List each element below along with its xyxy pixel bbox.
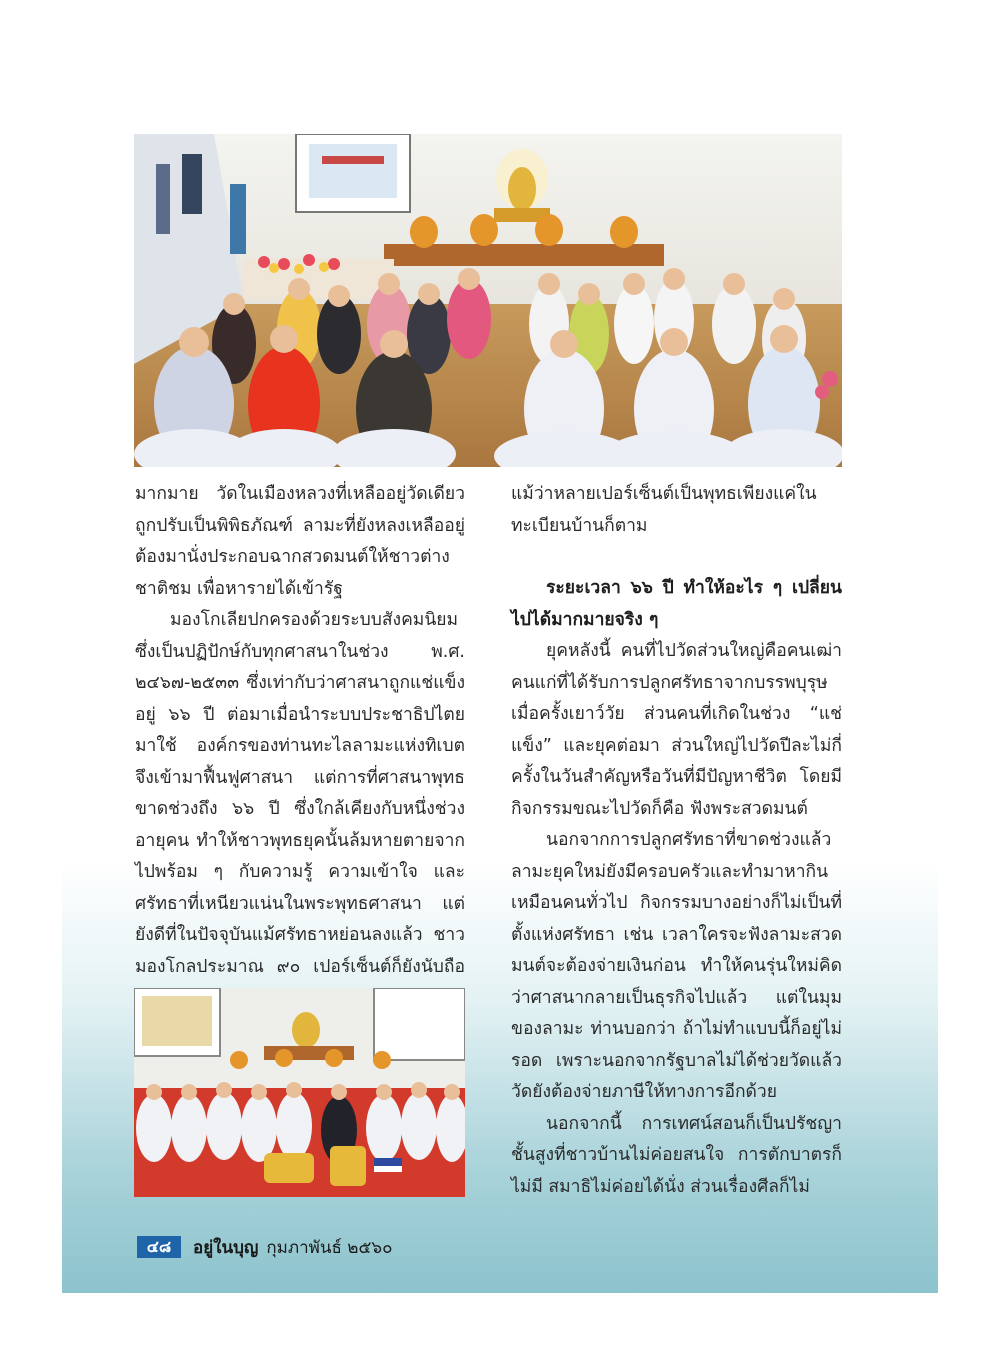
left-paragraph-1: มากมาย วัดในเมืองหลวงที่เหลืออยู่วัดเดียวถูกปรับเป็นพิพิธภัณฑ์ ลามะที่ยังหลงเหลืออยู่ต้องมานั่งประกอบฉากสวดมนต์ให้ชาวต่างชาติชม เพื่อหารายได้เข้ารัฐ: [135, 484, 465, 599]
left-paragraph-2: มองโกเลียปกครองด้วยระบบสังคมนิยมซึ่งเป็นปฏิปักษ์กับทุกศาสนาในช่วง พ.ศ. ๒๔๖๗-๒๕๓๓ ซึ่งเท่ากับว่าศาสนาถูกแช่แข็งอยู่ ๖๖ ปี ต่อมาเมื่อนำระบบประชาธิปไตยมาใช้ องค์กรของท่านทะไลลามะแห่งทิเบตจึงเข้ามาฟื้นฟูศาสนา แต่การที่ศาสนาพุทธขาดช่วงถึง ๖๖ ปี ซึ่งใกล้เคียงกับหนึ่งช่วงอายุคน ทำให้ชาวพุทธยุคนั้นล้มหายตายจากไปพร้อม ๆ กับความรู้ ความเข้าใจ และศรัทธาที่เหนียวแน่นในพระพุทธศาสนา แต่ยังดีที่ในปัจจุบันแม้ศรัทธาหย่อนลงแล้ว ชาวมองโกลประมาณ ๙๐ เปอร์เซ็นต์ก็ยังนับถือ: [135, 610, 465, 977]
right-column: [511, 479, 842, 1203]
left-column: [135, 479, 465, 1015]
issue-date: กุมภาพันธ์ ๒๕๖๐: [266, 1237, 393, 1258]
photo-group-ceremony: [134, 134, 842, 467]
magazine-name: อยู่ในบุญ: [193, 1237, 259, 1258]
section-spacer: [511, 542, 842, 573]
right-paragraph-3: นอกจากนี้ การเทศน์สอนก็เป็นปรัชญาชั้นสูงที่ชาวบ้านไม่ค่อยสนใจ การตักบาตรก็ไม่มี สมาธิไม่ค่อยได้นั่ง ส่วนเรื่องศีลก็ไม่: [511, 1113, 842, 1197]
page-number: ๔๘: [137, 1236, 181, 1258]
photo-group-ceremony-image: [134, 134, 842, 467]
photo-group-offering-image: [134, 988, 465, 1197]
right-paragraph-2: นอกจากการปลูกศรัทธาที่ขาดช่วงแล้วลามะยุคใหม่ยังมีครอบครัวและทำมาหากินเหมือนคนทั่วไป กิจกรรมบางอย่างก็ไม่เป็นที่ตั้งแห่งศรัทธา เช่น เวลาใครจะฟังลามะสวดมนต์จะต้องจ่ายเงินก่อน ทำให้คนรุ่นใหม่คิดว่าศาสนากลายเป็นธุรกิจไปแล้ว แต่ในมุมของลามะ ท่านบอกว่า ถ้าไม่ทำแบบนี้ก็อยู่ไม่รอด เพราะนอกจากรัฐบาลไม่ได้ช่วยวัดแล้ว วัดยังต้องจ่ายภาษีให้ทางการอีกด้วย: [511, 830, 842, 1102]
photo-group-offering: [134, 988, 465, 1197]
right-intro-paragraph: แม้ว่าหลายเปอร์เซ็นต์เป็นพุทธเพียงแค่ในทะเบียนบ้านก็ตาม: [511, 484, 817, 536]
right-paragraph-1: ยุคหลังนี้ คนที่ไปวัดส่วนใหญ่คือคนเฒ่าคนแก่ที่ได้รับการปลูกศรัทธาจากบรรพบุรุษเมื่อครั้งเยาว์วัย ส่วนคนที่เกิดในช่วง “แช่แข็ง” และยุคต่อมา ส่วนใหญ่ไปวัดปีละไม่กี่ครั้งในวันสำคัญหรือวันที่มีปัญหาชีวิต โดยมีกิจกรรมขณะไปวัดก็คือ ฟังพระสวดมนต์: [511, 641, 842, 819]
section-heading: ระยะเวลา ๖๖ ปี ทำให้อะไร ๆ เปลี่ยนไปได้มากมายจริง ๆ: [511, 578, 842, 630]
page-footer: [137, 1235, 392, 1259]
